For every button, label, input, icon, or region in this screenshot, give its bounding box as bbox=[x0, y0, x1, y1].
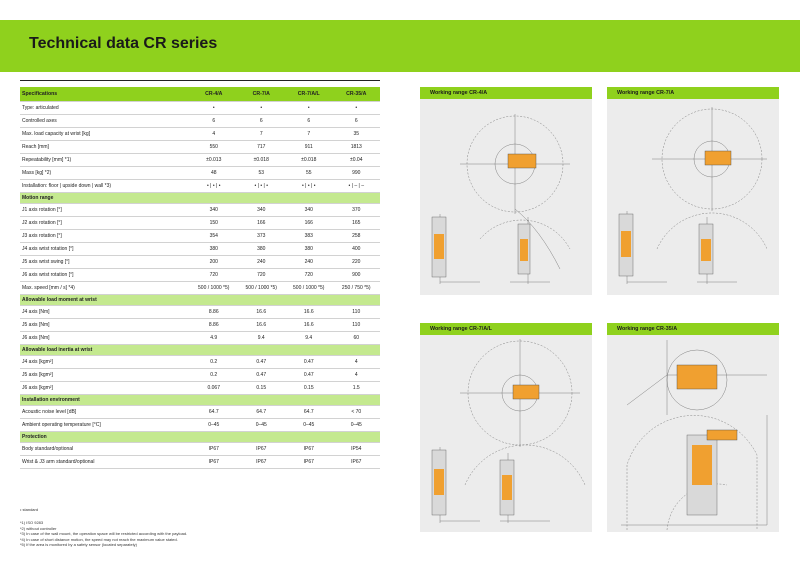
table-row bbox=[20, 356, 380, 369]
table-cell: 7 bbox=[285, 128, 333, 141]
table-cell: 64.7 bbox=[190, 406, 238, 419]
table-cell: 380 bbox=[190, 243, 238, 256]
table-cell: 380 bbox=[285, 243, 333, 256]
table-cell: 4.9 bbox=[190, 332, 238, 345]
table-cell: ±0.018 bbox=[238, 154, 286, 167]
table-cell: 1813 bbox=[333, 141, 381, 154]
table-cell: 6 bbox=[285, 115, 333, 128]
table-row bbox=[20, 243, 380, 256]
table-cell: 4 bbox=[333, 369, 381, 382]
table-cell: 0.2 bbox=[190, 369, 238, 382]
table-row bbox=[20, 102, 380, 115]
table-cell: • | • | • bbox=[190, 180, 238, 193]
table-cell: • bbox=[190, 102, 238, 115]
footnote: *1) ISO 9283 bbox=[20, 520, 44, 525]
row-label: J6 axis wrist rotation [°] bbox=[20, 269, 190, 282]
table-cell: IP67 bbox=[238, 443, 286, 456]
table-cell: 4 bbox=[190, 128, 238, 141]
table-row bbox=[20, 443, 380, 456]
table-cell: 6 bbox=[238, 115, 286, 128]
table-cell: 110 bbox=[333, 306, 381, 319]
panel-title-cr7al: Working range CR-7/A/L bbox=[420, 323, 592, 335]
table-cell: ±0.018 bbox=[285, 154, 333, 167]
table-section-row bbox=[20, 432, 380, 443]
table-cell: ±0.04 bbox=[333, 154, 381, 167]
table-section-row bbox=[20, 193, 380, 204]
row-label: J3 axis rotation [°] bbox=[20, 230, 190, 243]
table-section-row bbox=[20, 295, 380, 306]
page-title: Technical data CR series bbox=[29, 35, 218, 52]
row-label: Type: articulated bbox=[20, 102, 190, 115]
table-cell: 400 bbox=[333, 243, 381, 256]
table-row bbox=[20, 230, 380, 243]
table-row bbox=[20, 141, 380, 154]
row-label: Mass [kg] *2) bbox=[20, 167, 190, 180]
table-cell: 6 bbox=[333, 115, 381, 128]
table-cell: IP67 bbox=[285, 443, 333, 456]
row-label: J1 axis rotation [°] bbox=[20, 204, 190, 217]
robot-diagram-cr35a bbox=[607, 335, 779, 532]
table-cell: 35 bbox=[333, 128, 381, 141]
table-cell: 500 / 1000 *5) bbox=[190, 282, 238, 295]
table-header-cell: CR-7/A bbox=[238, 87, 286, 102]
row-label: Repeatability [mm] *1) bbox=[20, 154, 190, 167]
section-label: Protection bbox=[20, 432, 380, 443]
table-cell: IP67 bbox=[333, 456, 381, 469]
table-cell: 7 bbox=[238, 128, 286, 141]
table-cell: 16.6 bbox=[285, 306, 333, 319]
table-cell: • | • | • bbox=[238, 180, 286, 193]
row-label: J5 axis wrist swing [°] bbox=[20, 256, 190, 269]
section-label: Allowable load inertia at wrist bbox=[20, 345, 380, 356]
table-cell: 0.2 bbox=[190, 356, 238, 369]
table-row bbox=[20, 419, 380, 432]
table-cell: 6 bbox=[190, 115, 238, 128]
row-label: J4 axis [Nm] bbox=[20, 306, 190, 319]
working-range-drawing-cr35a bbox=[607, 335, 779, 532]
table-cell: 500 / 1000 *5) bbox=[238, 282, 286, 295]
table-cell: 9.4 bbox=[238, 332, 286, 345]
footnote-standard: • standard bbox=[20, 507, 39, 512]
row-label: J4 axis [kgm²] bbox=[20, 356, 190, 369]
table-cell: 200 bbox=[190, 256, 238, 269]
table-cell: IP54 bbox=[333, 443, 381, 456]
table-cell: 550 bbox=[190, 141, 238, 154]
table-cell: 8.86 bbox=[190, 306, 238, 319]
row-label: J5 axis [kgm²] bbox=[20, 369, 190, 382]
row-label: Wrist & J3 arm standard/optional bbox=[20, 456, 190, 469]
table-cell: 64.7 bbox=[238, 406, 286, 419]
table-row bbox=[20, 128, 380, 141]
table-cell: 55 bbox=[285, 167, 333, 180]
table-cell: 110 bbox=[333, 319, 381, 332]
table-cell: 16.6 bbox=[238, 306, 286, 319]
table-cell: ±0.013 bbox=[190, 154, 238, 167]
table-cell: • | – | – bbox=[333, 180, 381, 193]
table-cell: 0.47 bbox=[285, 356, 333, 369]
table-row bbox=[20, 204, 380, 217]
row-label: Acoustic noise level [dB] bbox=[20, 406, 190, 419]
table-cell: 4 bbox=[333, 356, 381, 369]
table-cell: 380 bbox=[238, 243, 286, 256]
table-cell: < 70 bbox=[333, 406, 381, 419]
table-cell: • bbox=[333, 102, 381, 115]
section-label: Installation environment bbox=[20, 395, 380, 406]
footnote: *2) without controller bbox=[20, 525, 57, 531]
robot-diagram-cr4a bbox=[420, 99, 592, 295]
section-label: Allowable load moment at wrist bbox=[20, 295, 380, 306]
table-row bbox=[20, 406, 380, 419]
table-header-cell: CR-35/A bbox=[333, 87, 381, 102]
table-row bbox=[20, 180, 380, 193]
table-cell: • bbox=[238, 102, 286, 115]
table-section-row bbox=[20, 395, 380, 406]
table-cell: 0–45 bbox=[190, 419, 238, 432]
table-row bbox=[20, 217, 380, 230]
table-cell: 720 bbox=[285, 269, 333, 282]
table-cell: 0.47 bbox=[238, 356, 286, 369]
table-cell: 990 bbox=[333, 167, 381, 180]
robot-diagram-cr7a bbox=[607, 99, 779, 295]
row-label: Reach [mm] bbox=[20, 141, 190, 154]
table-header-cell: Specifications bbox=[20, 87, 190, 102]
table-cell: 0.15 bbox=[238, 382, 286, 395]
table-cell: 0.47 bbox=[238, 369, 286, 382]
table-row bbox=[20, 256, 380, 269]
footnote: *3) In case of the wall mount, the operation space will be restricted according with the payload. bbox=[20, 531, 188, 536]
table-row bbox=[20, 319, 380, 332]
table-cell: 220 bbox=[333, 256, 381, 269]
robot-diagram-cr7al bbox=[420, 335, 592, 532]
table-cell: 1.5 bbox=[333, 382, 381, 395]
table-cell: 354 bbox=[190, 230, 238, 243]
table-cell: 53 bbox=[238, 167, 286, 180]
table-cell: IP67 bbox=[190, 443, 238, 456]
table-cell: 0.15 bbox=[285, 382, 333, 395]
table-cell: • bbox=[285, 102, 333, 115]
row-label: Body standard/optional bbox=[20, 443, 190, 456]
panel-title-cr7a: Working range CR-7/A bbox=[607, 87, 779, 99]
row-label: J5 axis [Nm] bbox=[20, 319, 190, 332]
table-cell: 720 bbox=[190, 269, 238, 282]
table-cell: 240 bbox=[285, 256, 333, 269]
working-range-drawing-cr7a bbox=[607, 99, 779, 295]
table-top-rule bbox=[20, 80, 380, 81]
footnote: *5) If the area is monitored by a safety sensor (located separately) bbox=[20, 542, 137, 547]
table-cell: 900 bbox=[333, 269, 381, 282]
table-cell: 370 bbox=[333, 204, 381, 217]
table-cell: 16.6 bbox=[285, 319, 333, 332]
table-cell: 64.7 bbox=[285, 406, 333, 419]
row-label: J4 axis wrist rotation [°] bbox=[20, 243, 190, 256]
table-cell: 0.47 bbox=[285, 369, 333, 382]
footnotes-list bbox=[20, 520, 187, 548]
table-row bbox=[20, 306, 380, 319]
section-label: Motion range bbox=[20, 193, 380, 204]
table-cell: 717 bbox=[238, 141, 286, 154]
table-cell: 8.86 bbox=[190, 319, 238, 332]
table-cell: 60 bbox=[333, 332, 381, 345]
table-cell: 48 bbox=[190, 167, 238, 180]
table-row bbox=[20, 269, 380, 282]
table-row bbox=[20, 456, 380, 469]
table-row bbox=[20, 382, 380, 395]
table-header-cell: CR-7/A/L bbox=[285, 87, 333, 102]
table-row bbox=[20, 369, 380, 382]
footnote: *4) In case of short distance motion, the speed may not reach the maximum value stated. bbox=[20, 536, 178, 542]
row-label: J2 axis rotation [°] bbox=[20, 217, 190, 230]
table-cell: 340 bbox=[285, 204, 333, 217]
table-row bbox=[20, 154, 380, 167]
table-cell: 240 bbox=[238, 256, 286, 269]
table-cell: 340 bbox=[238, 204, 286, 217]
table-cell: IP67 bbox=[285, 456, 333, 469]
table-cell: 911 bbox=[285, 141, 333, 154]
working-range-drawing-cr7al bbox=[420, 335, 592, 532]
table-section-row bbox=[20, 345, 380, 356]
table-header-cell: CR-4/A bbox=[190, 87, 238, 102]
table-cell: IP67 bbox=[190, 456, 238, 469]
row-label: J6 axis [Nm] bbox=[20, 332, 190, 345]
working-range-drawing-cr4a bbox=[420, 99, 592, 295]
table-cell: 0–45 bbox=[333, 419, 381, 432]
table-cell: 150 bbox=[190, 217, 238, 230]
table-cell: 250 / 750 *5) bbox=[333, 282, 381, 295]
table-cell: 340 bbox=[190, 204, 238, 217]
row-label: Installation: floor | upside down | wall *3) bbox=[20, 180, 190, 193]
table-cell: 166 bbox=[238, 217, 286, 230]
table-row bbox=[20, 167, 380, 180]
table-row bbox=[20, 332, 380, 345]
table-row bbox=[20, 115, 380, 128]
panel-title-cr35a: Working range CR-35/A bbox=[607, 323, 779, 335]
row-label: Max. load capacity at wrist [kg] bbox=[20, 128, 190, 141]
table-cell: 16.6 bbox=[238, 319, 286, 332]
table-row bbox=[20, 282, 380, 295]
table-header-row bbox=[20, 87, 380, 102]
table-cell: • | • | • bbox=[285, 180, 333, 193]
row-label: Max. speed [mm / s] *4) bbox=[20, 282, 190, 295]
table-cell: 720 bbox=[238, 269, 286, 282]
table-cell: 500 / 1000 *5) bbox=[285, 282, 333, 295]
table-cell: 9.4 bbox=[285, 332, 333, 345]
title-banner bbox=[0, 20, 800, 72]
table-cell: 0.067 bbox=[190, 382, 238, 395]
table-cell: 258 bbox=[333, 230, 381, 243]
table-cell: 0–45 bbox=[285, 419, 333, 432]
row-label: J6 axis [kgm²] bbox=[20, 382, 190, 395]
row-label: Ambient operating temperature [°C] bbox=[20, 419, 190, 432]
table-cell: 383 bbox=[285, 230, 333, 243]
table-cell: 373 bbox=[238, 230, 286, 243]
table-cell: IP67 bbox=[238, 456, 286, 469]
table-cell: 166 bbox=[285, 217, 333, 230]
spec-table bbox=[20, 87, 380, 469]
table-cell: 0–45 bbox=[238, 419, 286, 432]
table-cell: 165 bbox=[333, 217, 381, 230]
row-label: Controlled axes bbox=[20, 115, 190, 128]
panel-title-cr4a: Working range CR-4/A bbox=[420, 87, 592, 99]
